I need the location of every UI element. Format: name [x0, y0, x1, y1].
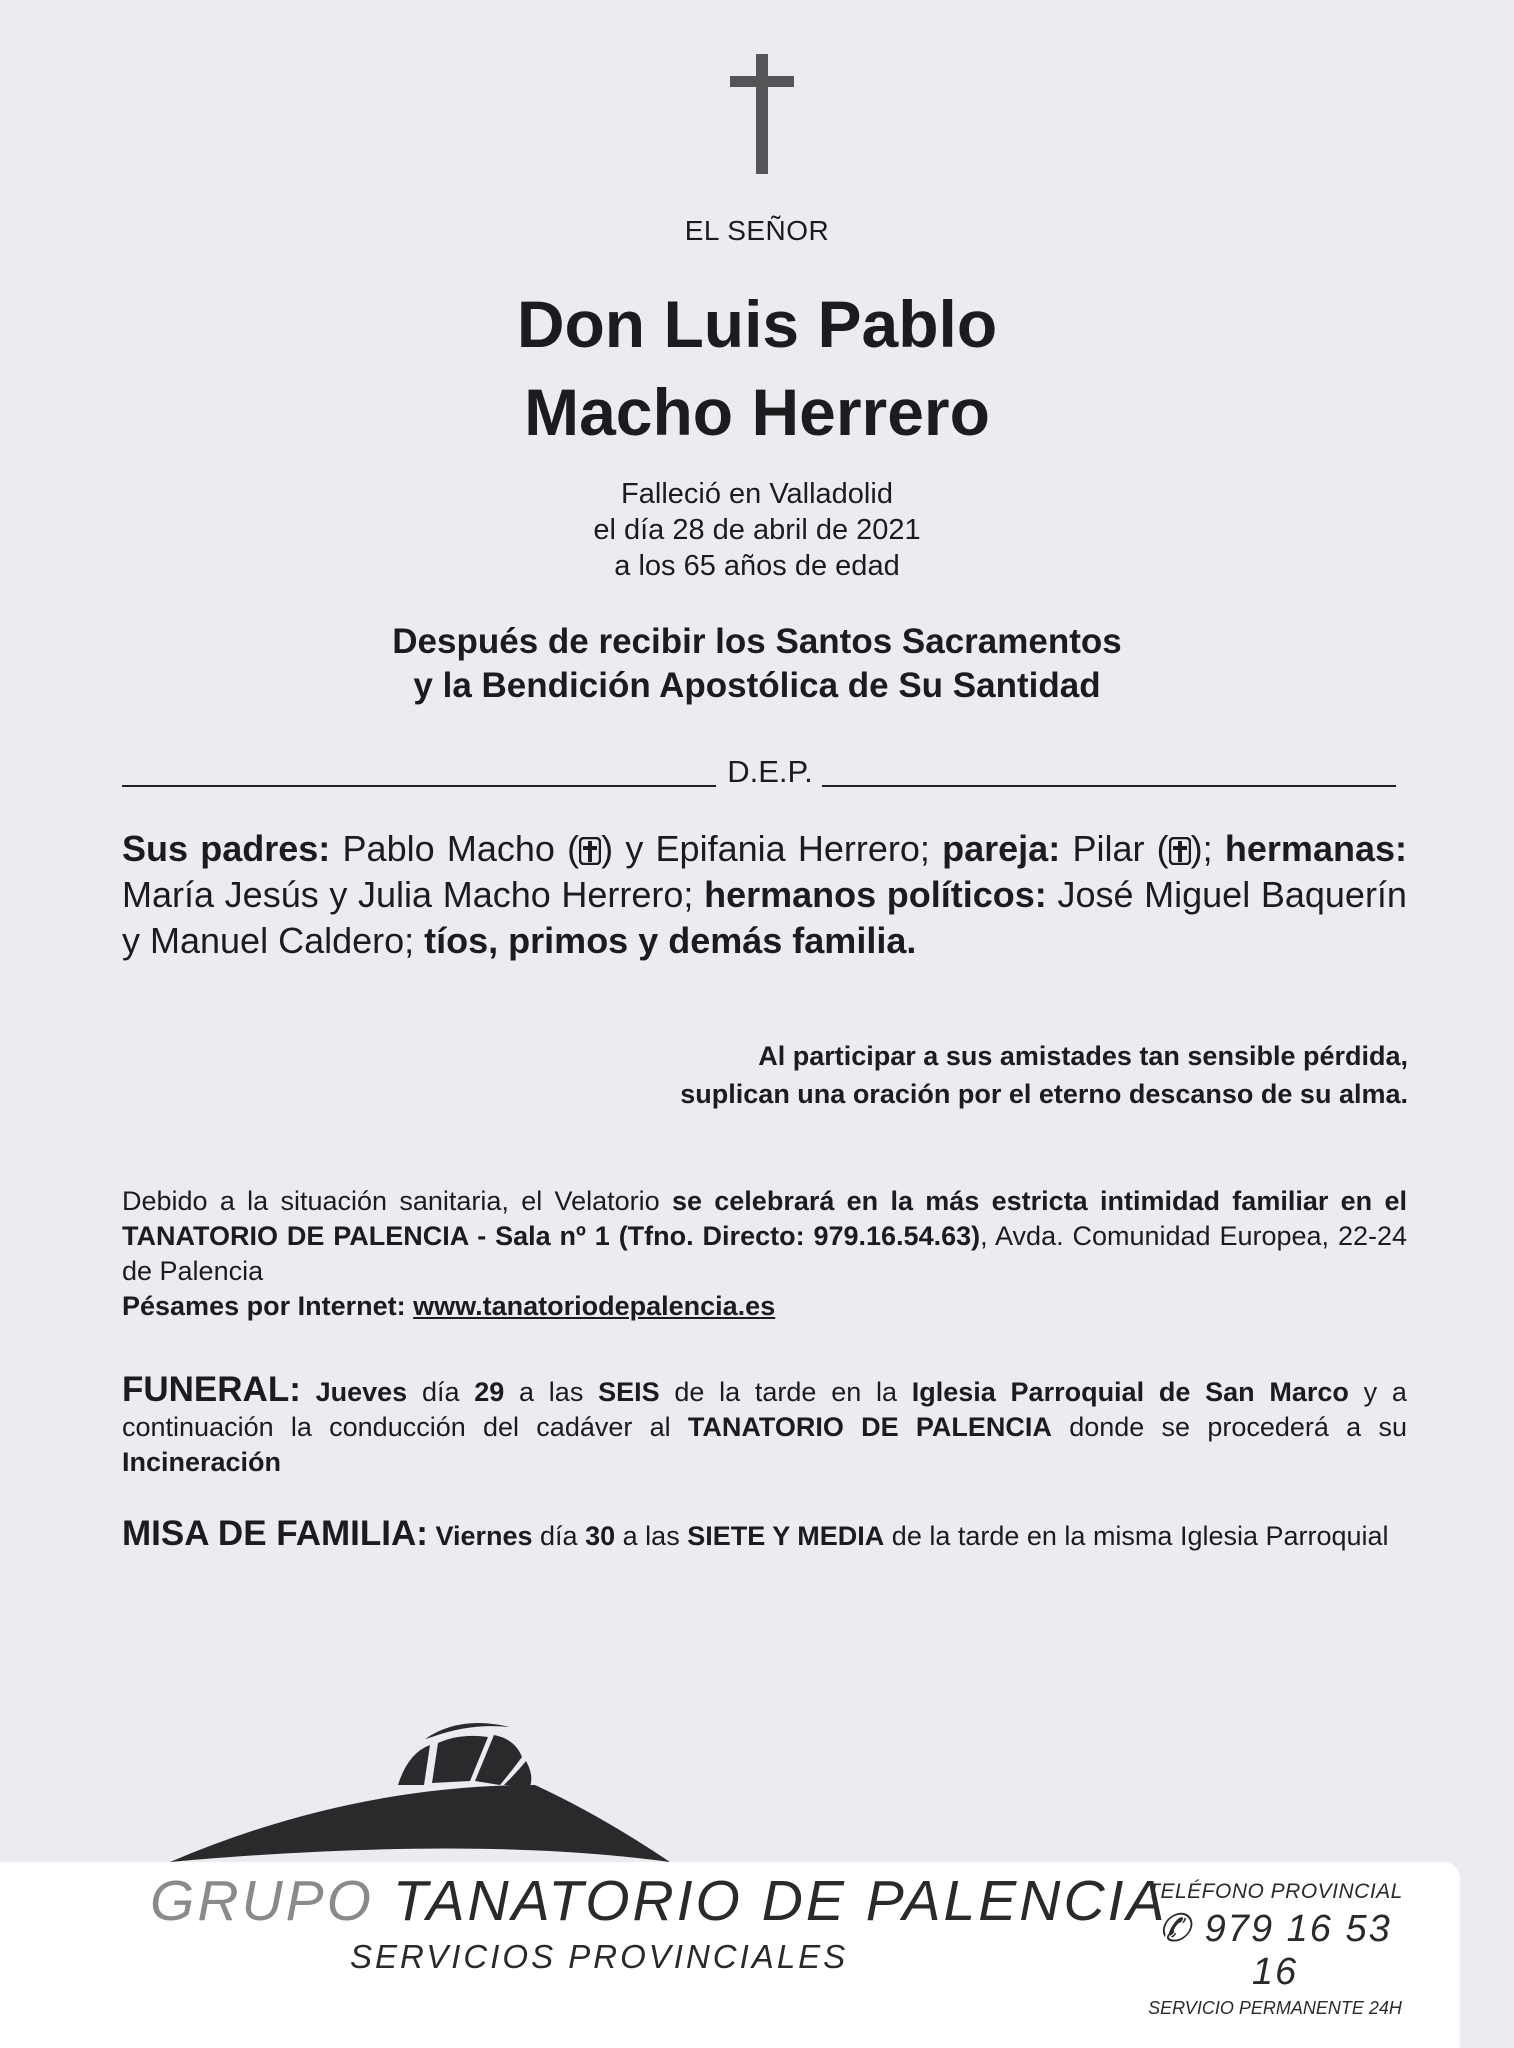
latin-cross-icon [730, 54, 794, 174]
dep-divider [122, 752, 1396, 792]
mass-text: día [540, 1521, 578, 1551]
deceased-name [0, 280, 1514, 456]
mass-date: 30 [585, 1521, 616, 1551]
mass-day: Viernes [435, 1521, 533, 1551]
sacraments-line-2: y la Bendición Apostólica de Su Santidad [413, 666, 1101, 705]
inlaws-label: hermanos políticos: [704, 874, 1047, 915]
divider-line-right [822, 785, 1396, 787]
inlaws-text: José Miguel Baquerín y Manuel Caldero; [122, 874, 1407, 961]
prayer-request [680, 1037, 1408, 1113]
death-place: Falleció en Valladolid [621, 478, 893, 510]
divider-line-left [122, 785, 716, 787]
brand-subtitle: SERVICIOS PROVINCIALES [350, 1938, 849, 1975]
parents-label: Sus padres: [122, 828, 331, 869]
funeral-text: de la tarde en la [674, 1377, 897, 1407]
brand-title [150, 1868, 1167, 1934]
mass-time: SIETE Y MEDIA [687, 1521, 885, 1551]
velatorio-text-1: Debido a la situación sanitaria, el Velatorio [122, 1186, 660, 1216]
honorific: EL SEÑOR [684, 215, 830, 246]
funeral-text: donde se procederá a su [1069, 1412, 1407, 1442]
phone-number[interactable]: 979 16 53 16 [1204, 1908, 1392, 1993]
family-mass-paragraph [122, 1516, 1407, 1554]
funeral-text: y a continuación la conducción del cadáver al [122, 1377, 1407, 1442]
name-line-2: Macho Herrero [524, 375, 990, 449]
partner-text: Pilar ( [1072, 828, 1169, 869]
funeral-text: día [421, 1377, 460, 1407]
death-date: el día 28 de abril de 2021 [593, 514, 921, 546]
phone-service-note: SERVICIO PERMANENTE 24H [1148, 1998, 1402, 2018]
funeral-time: SEIS [598, 1377, 660, 1407]
phone-icon: ✆ [1158, 1908, 1193, 1950]
family-paragraph [122, 826, 1407, 964]
funeral-church: Iglesia Parroquial de San Marco [911, 1377, 1349, 1407]
phone-label: TELÉFONO PROVINCIAL [1147, 1880, 1403, 1903]
death-details [0, 476, 1514, 584]
family-mass-label: MISA DE FAMILIA: [122, 1514, 428, 1553]
funeral-destination: TANATORIO DE PALENCIA [687, 1412, 1052, 1442]
dep-text: D.E.P. [727, 754, 813, 789]
parents-text-2: ) y Epifania Herrero; [601, 828, 930, 869]
funeral-incineration: Incineración [122, 1447, 282, 1477]
sacraments-text [0, 620, 1514, 708]
small-cross-icon [1169, 837, 1191, 865]
tanatorio-logo-icon [170, 1715, 700, 1865]
death-age: a los 65 años de edad [614, 550, 900, 582]
velatorio-bold: se celebrará en la más estricta intimidad familiar en el TANATORIO DE PALENCIA - Sala nº 1 (Tfno. Directo: 979.16.54.63) [122, 1186, 1407, 1251]
prayer-line-1: Al participar a sus amistades tan sensible pérdida, [758, 1041, 1408, 1071]
funeral-day: Jueves [315, 1377, 408, 1407]
name-line-1: Don Luis Pablo [516, 287, 998, 361]
velatorio-paragraph [122, 1184, 1407, 1324]
other-family-label: tíos, primos y demás familia. [424, 920, 917, 961]
brand-name: TANATORIO DE PALENCIA [392, 1869, 1168, 1933]
small-cross-icon [579, 837, 601, 865]
prayer-line-2: suplican una oración por el eterno descanso de su alma. [680, 1079, 1408, 1109]
funeral-paragraph [122, 1372, 1407, 1480]
phone-number-row [1130, 1906, 1420, 1994]
partner-label: pareja: [942, 828, 1061, 869]
parents-text: Pablo Macho ( [342, 828, 580, 869]
mass-text: de la tarde en la misma Iglesia Parroquial [891, 1521, 1389, 1551]
sisters-label: hermanas: [1224, 828, 1407, 869]
velatorio-address: , Avda. Comunidad Europea, 22-24 de Palencia [122, 1221, 1408, 1286]
funeral-label: FUNERAL: [122, 1370, 301, 1409]
brand-grupo: GRUPO [150, 1869, 375, 1933]
funeral-date: 29 [474, 1377, 505, 1407]
funeral-text: a las [519, 1377, 584, 1407]
website-link[interactable]: www.tanatoriodepalencia.es [413, 1291, 776, 1321]
phone-block [1130, 1880, 1420, 2019]
partner-text-2: ); [1190, 828, 1213, 869]
mass-text: a las [622, 1521, 680, 1551]
sacraments-line-1: Después de recibir los Santos Sacramentos [392, 622, 1122, 661]
condolences-label: Pésames por Internet: [122, 1291, 406, 1321]
sisters-text: María Jesús y Julia Macho Herrero; [122, 874, 694, 915]
